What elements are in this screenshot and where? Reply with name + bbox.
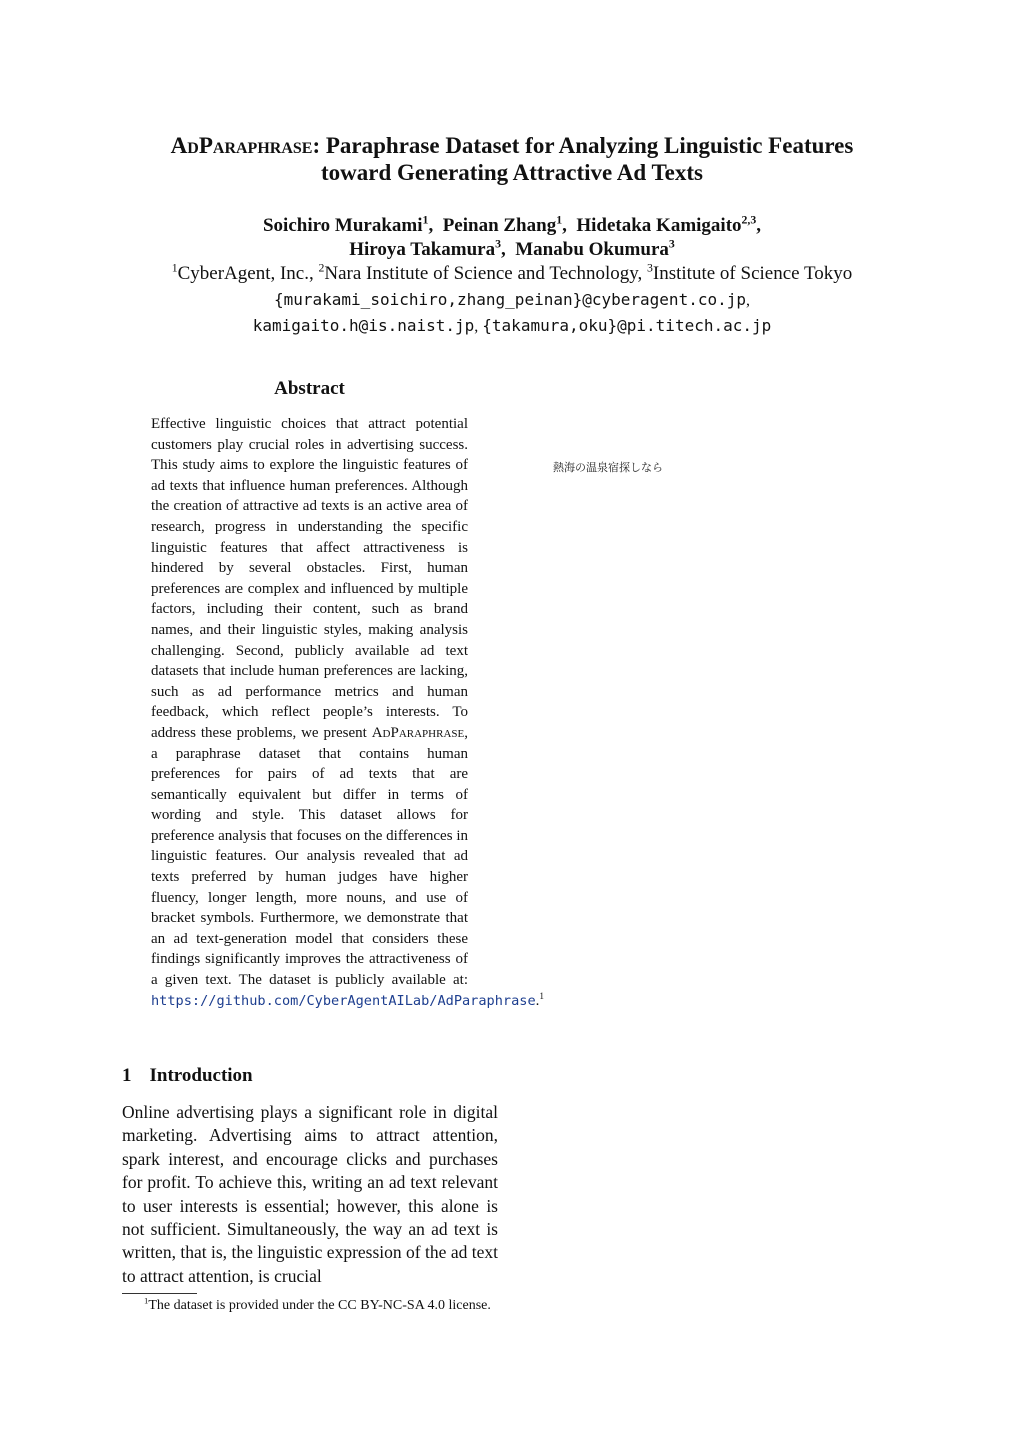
paper-title xyxy=(0,132,1024,186)
footnote-mark[interactable]: 1 xyxy=(539,991,545,1002)
affiliation: Nara Institute of Science and Technology xyxy=(324,263,638,284)
title-line-2: toward Generating Attractive Ad Texts xyxy=(320,160,703,185)
author-name: Soichiro Murakami xyxy=(262,215,423,236)
email-line-1: {murakami_soichiro,zhang_peinan}@cyberagent.co.jp, xyxy=(273,290,750,309)
dataset-name-title: AdParaphrase xyxy=(170,133,313,158)
dataset-link[interactable]: https://github.com/CyberAgentAILab/AdParaphrase xyxy=(151,992,536,1009)
authors-line-1: Soichiro Murakami$^1$, Peinan Zhang$^1$, Hidetaka Kamigaito$^{2,3}$, xyxy=(262,213,762,236)
stray-japanese-text: 熱海の温泉宿探しなら xyxy=(553,461,663,474)
abstract-text: Effective linguistic choices that attract potential customers play crucial roles in advertising success. This study aims to explore the linguistic features of ad texts that influence human preferences. Although the creation of attractive ad texts is an active area of research, progress in understanding the specific linguistic features that affect attractiveness is hindered by several obstacles. First, human preferences are complex and influenced by multiple factors, including their content, such as brand names, and their linguistic styles, making analysis challenging. Second, publicly available ad text datasets that include human preferences are lacking, such as ad performance metrics and human feedback, which reflect people’s interests. To address these problems, we present AdParaphrase, a paraphrase dataset that contains human preferences for pairs of ad texts that are semantically equivalent but differ in terms of wording and style. This dataset allows for preference analysis that focuses on the differences in linguistic features. Our analysis revealed that ad texts preferred by human judges have higher fluency, longer length, more nouns, and use of bracket symbols. Furthermore, we demonstrate that an ad text-generation model that considers these findings significantly improves the attractiveness of a given text. The dataset is publicly available at: https://github.com/CyberAgentAILab/AdParaphrase.$^1$ xyxy=(151,416,545,1009)
author-emails xyxy=(0,287,1024,339)
author-name: Hidetaka Kamigaito xyxy=(576,215,742,236)
author-name: Hiroya Takamura xyxy=(349,239,496,260)
author-name: Manabu Okumura xyxy=(515,239,669,260)
author-list xyxy=(0,214,1024,262)
footnote: $^1$The dataset is provided under the CC BY-NC-SA 4.0 license. xyxy=(144,1295,491,1313)
dataset-name: AdParaphrase xyxy=(371,724,465,741)
affiliation: Institute of Science Tokyo xyxy=(652,263,853,284)
section-heading-introduction: 1 Introduction xyxy=(122,1065,253,1086)
authors-line-2: Hiroya Takamura$^3$, Manabu Okumura$^3$ xyxy=(349,237,675,260)
email-line-2: kamigaito.h@is.naist.jp, {takamura,oku}@pi.titech.ac.jp xyxy=(252,316,772,335)
introduction-text: Online advertising plays a significant role in digital marketing. Advertising aims to attract attention, spark interest, and encourage clicks and purchases for profit. To achieve this, writing an ad text relevant to user interests is essential; however, this alone is not sufficient. Simultaneously, the way an ad text is written, that is, the linguistic expression of the ad text to attract attention, is crucial xyxy=(122,1102,498,1286)
footnote-rule xyxy=(122,1293,197,1294)
affiliation: CyberAgent, Inc. xyxy=(177,263,309,284)
abstract-heading: Abstract xyxy=(274,378,345,399)
title-line-1: AdParaphrase: Paraphrase Dataset for Analyzing Linguistic Features xyxy=(170,133,854,158)
affiliations: $^1$CyberAgent, Inc., $^2$Nara Institute of Science and Technology, $^3$Institute of Science Tokyo xyxy=(171,261,853,284)
author-name: Peinan Zhang xyxy=(442,215,557,236)
